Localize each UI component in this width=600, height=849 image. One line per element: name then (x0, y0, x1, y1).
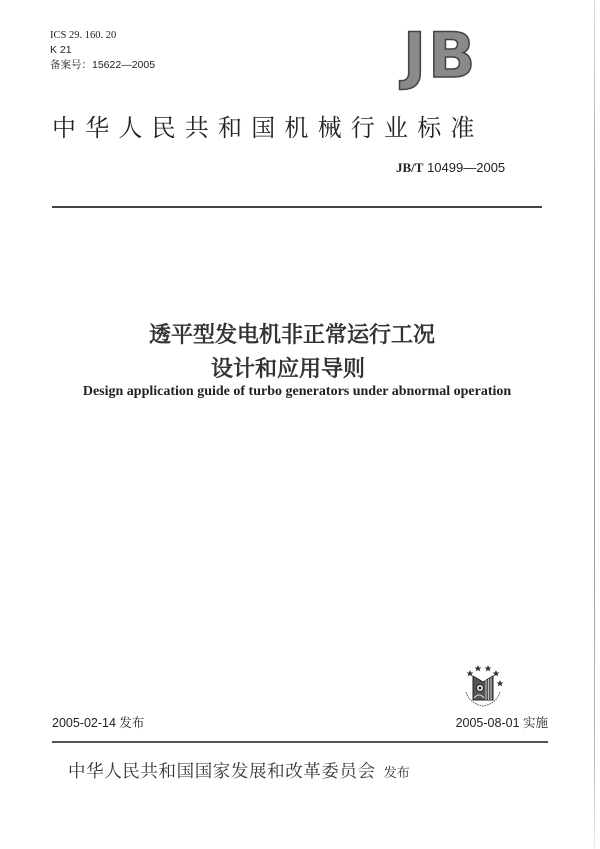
page-edge (594, 0, 595, 849)
title-cn-line2: 设计和应用导则 (210, 357, 365, 382)
classification-code: K 21 (50, 44, 72, 56)
filing-number: 备案号：15622—2005 (50, 59, 156, 71)
issuer-name: 中华人民共和国国家发展和改革委员会 (68, 762, 376, 782)
issuing-authority (68, 758, 410, 783)
publish-date: 2005-02-14 发布 (52, 716, 145, 730)
effective-date: 2005-08-01 实施 (455, 716, 548, 730)
top-divider (52, 206, 542, 208)
ics-code: ICS 29. 160. 20 (50, 30, 117, 41)
document-metadata (50, 28, 155, 73)
jb-logo: JB (403, 19, 478, 92)
standard-type-title: 中华人民共和国机械行业标准 (52, 114, 484, 142)
standard-number (396, 160, 505, 176)
title-en: Design application guide of turbo generators under abnormal operation (82, 384, 512, 399)
issuer-suffix: 发布 (383, 766, 410, 781)
title-cn-line1: 透平型发电机非正常运行工况 (148, 323, 435, 348)
standard-number-prefix: JB/T (396, 160, 424, 175)
bottom-divider (52, 741, 548, 743)
publisher-emblem-icon (460, 664, 506, 708)
standard-number-value: 10499—2005 (423, 160, 506, 175)
